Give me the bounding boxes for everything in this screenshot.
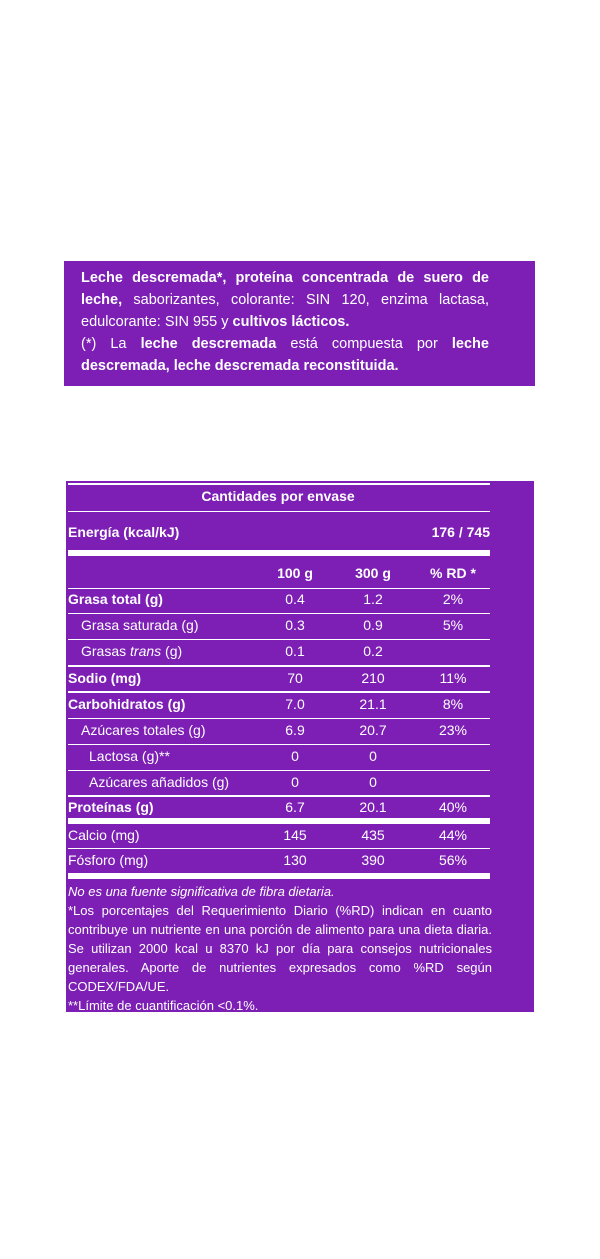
row-label: Azúcares añadidos (g)	[89, 774, 230, 790]
nutrition-table	[66, 481, 534, 1012]
row-value-100g: 0.4	[285, 591, 305, 607]
col-header-100g: 100 g	[277, 565, 313, 581]
row-value-300g: 0.2	[363, 643, 383, 659]
divider	[68, 665, 490, 667]
table-header: Cantidades por envase	[201, 488, 355, 504]
row-value-rd: 56%	[438, 852, 468, 868]
row-value-rd: 40%	[438, 799, 468, 815]
row-value-100g: 145	[283, 827, 307, 843]
row-value-100g: 0	[291, 774, 299, 790]
row-label-italic: trans	[130, 643, 162, 659]
footnote-limit: **Límite de cuantificación <0.1%.	[68, 998, 259, 1013]
row-value-rd: 5%	[442, 617, 464, 633]
row-label: Calcio (mg)	[68, 827, 140, 843]
ingredients-text	[81, 267, 489, 333]
row-value-300g: 0.9	[363, 617, 383, 633]
divider	[68, 691, 490, 693]
row-label-post: (g)	[161, 643, 183, 659]
row-label: Grasa total (g)	[68, 591, 163, 607]
footnote-rd: *Los porcentajes del Requerimiento Diario (%RD) indican en cuanto contribuye un nutriente en una porción de alimento para una dieta diaria. Se utilizan 2000 kcal u 8370 kJ por día para consejos nutricionales generales. Aporte de nutrientes expresados como %RD según CODEX/FDA/UE.	[68, 903, 492, 994]
row-value-100g: 0.1	[285, 643, 305, 659]
row-value-100g: 0	[291, 748, 299, 764]
footnotes	[68, 882, 492, 1015]
divider	[68, 848, 490, 849]
divider-thick	[68, 818, 490, 824]
row-value-300g: 390	[361, 852, 385, 868]
divider	[68, 511, 490, 512]
row-label: Lactosa (g)**	[89, 748, 170, 764]
divider-thick	[68, 873, 490, 879]
ingredients-bold-1: Leche descremada*, proteína concentrada de suero de leche,	[81, 270, 489, 308]
note-bold-1: leche descremada	[140, 336, 277, 352]
row-value-300g: 20.7	[359, 722, 387, 738]
row-value-300g: 20.1	[359, 799, 387, 815]
divider	[68, 588, 490, 589]
row-value-100g: 6.7	[285, 799, 305, 815]
row-label: Proteínas (g)	[68, 799, 154, 815]
divider-thick	[68, 550, 490, 556]
row-value-300g: 0	[369, 774, 377, 790]
divider	[68, 795, 490, 797]
row-value-300g: 1.2	[363, 591, 383, 607]
note-bold-2: leche descremada, leche descremada reconstituida.	[81, 336, 489, 374]
row-value-100g: 7.0	[285, 696, 305, 712]
col-header-300g: 300 g	[355, 565, 391, 581]
energy-label: Energía (kcal/kJ)	[68, 524, 180, 540]
row-label: Sodio (mg)	[68, 670, 142, 686]
divider	[68, 483, 490, 485]
energy-value: 176 / 745	[431, 524, 490, 540]
divider	[68, 639, 490, 640]
ingredients-normal-1: saborizantes, colorante: SIN 120, enzima lactasa, edulcorante: SIN 955 y	[81, 292, 489, 330]
note-part-a: (*) La	[81, 336, 141, 352]
col-header-rd: % RD *	[430, 565, 476, 581]
row-value-100g: 6.9	[285, 722, 305, 738]
ingredients-note	[81, 333, 489, 377]
ingredients-panel	[64, 261, 535, 386]
row-label: Azúcares totales (g)	[81, 722, 206, 738]
divider	[68, 718, 490, 719]
row-value-rd: 11%	[439, 670, 467, 686]
row-label-pre: Grasas	[81, 643, 131, 659]
row-label: Fósforo (mg)	[68, 852, 149, 868]
ingredients-bold-2: cultivos lácticos.	[232, 314, 350, 330]
row-label: Grasa saturada (g)	[81, 617, 199, 633]
footnote-fiber: No es una fuente significativa de fibra dietaria.	[68, 884, 335, 899]
divider	[68, 744, 490, 745]
table-row	[66, 827, 496, 853]
row-value-100g: 0.3	[285, 617, 305, 633]
row-value-300g: 21.1	[359, 696, 387, 712]
divider	[68, 770, 490, 771]
row-value-rd: 8%	[442, 696, 464, 712]
row-value-rd: 23%	[438, 722, 468, 738]
row-value-100g: 130	[283, 852, 307, 868]
row-value-300g: 435	[361, 827, 385, 843]
row-value-300g: 210	[361, 670, 385, 686]
row-value-100g: 70	[287, 670, 303, 686]
divider	[68, 613, 490, 614]
row-value-300g: 0	[369, 748, 377, 764]
row-label: Carbohidratos (g)	[68, 696, 186, 712]
note-part-c: está compuesta por	[276, 336, 452, 352]
row-value-rd: 2%	[442, 591, 464, 607]
row-value-rd: 44%	[438, 827, 468, 843]
row-label	[81, 643, 182, 659]
